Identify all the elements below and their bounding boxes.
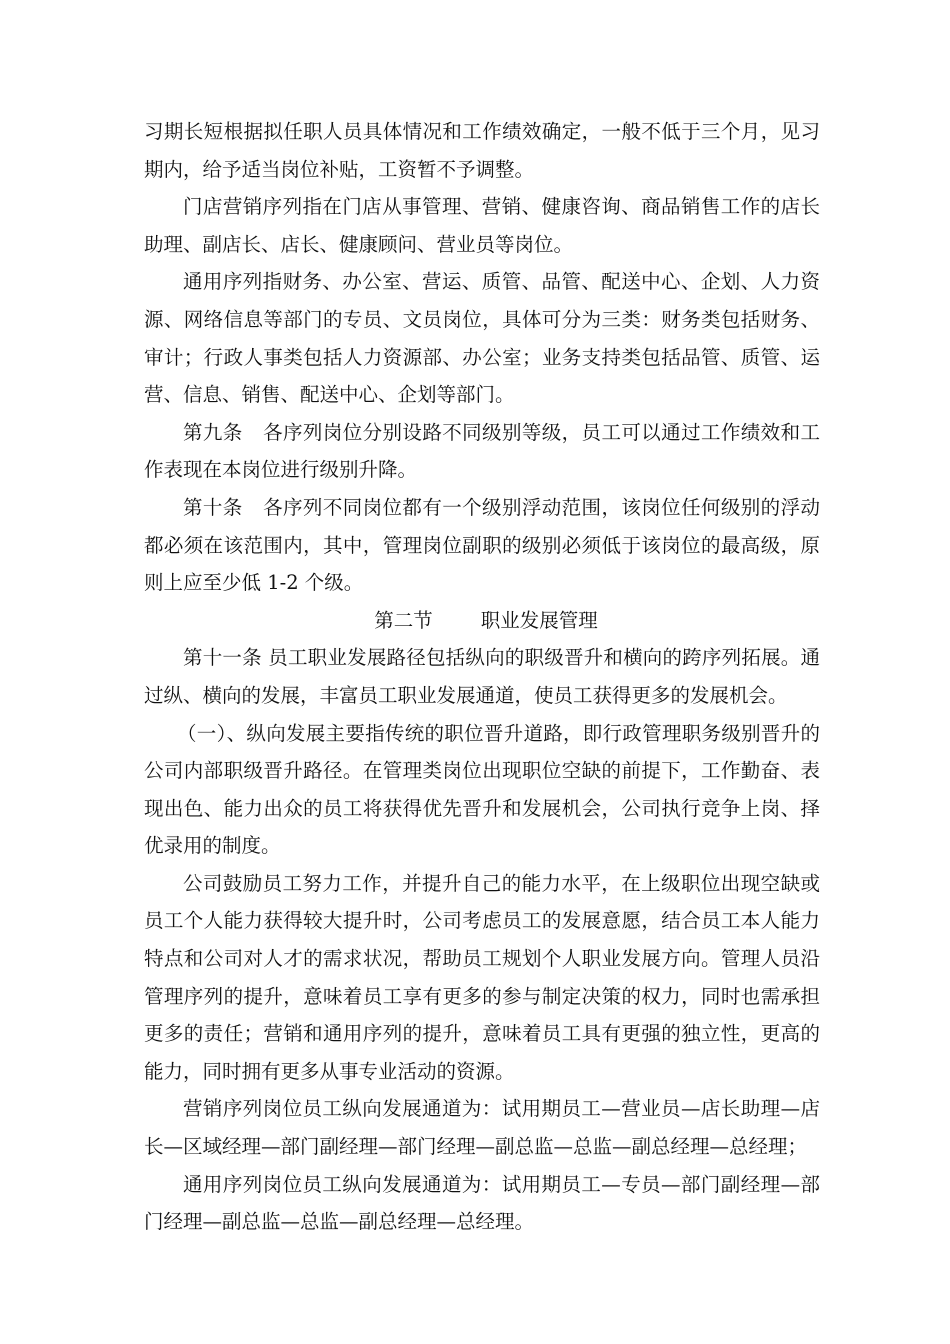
paragraph-article-11: 第十一条 员工职业发展路径包括纵向的职级晋升和横向的跨序列拓展。通过纵、横向的发展，丰富员工职业发展通道，使员工获得更多的发展机会。 <box>144 646 820 707</box>
paragraph-company-encourages: 公司鼓励员工努力工作，并提升自己的能力水平，在上级职位出现空缺或员工个人能力获得较大提升时，公司考虑员工的发展意愿，结合员工本人能力特点和公司对人才的需求状况，帮助员工规划个人职业发展方向。管理人员沿管理序列的提升，意味着员工享有更多的参与制定决策的权力，同时也需承担更多的责任；营销和通用序列的提升，意味着员工具有更强的独立性，更高的能力，同时拥有更多从事专业活动的资源。 <box>144 871 820 1083</box>
paragraph-marketing-path: 营销序列岗位员工纵向发展通道为：试用期员工—营业员—店长助理—店长—区域经理—部门副经理—部门经理—副总监—总监—副总经理—总经理； <box>144 1097 820 1159</box>
paragraph-general-sequence: 通用序列指财务、办公室、营运、质管、品管、配送中心、企划、人力资源、网络信息等部门的专员、文员岗位，具体可分为三类：财务类包括财务、审计；行政人事类包括人力资源部、办公室；业务支持类包括品管、质管、运营、信息、销售、配送中心、企划等部门。 <box>144 270 820 407</box>
article-9-text: 各序列岗位分别设路不同级别等级，员工可以通过工作绩效和工作表现在本岗位进行级别升降。 <box>144 420 820 482</box>
paragraph-article-10 <box>144 489 820 602</box>
section-title: 职业发展管理 <box>480 608 598 632</box>
article-9-label: 第九条 <box>183 420 243 444</box>
section-heading <box>144 602 820 640</box>
paragraph-vertical-development: （一）、纵向发展主要指传统的职位晋升道路，即行政管理职务级别晋升的公司内部职级晋升路径。在管理类岗位出现职位空缺的前提下，工作勤奋、表现出色、能力出众的员工将获得优先晋升和发展机会，公司执行竞争上岗、择优录用的制度。 <box>144 721 820 858</box>
paragraph-store-marketing-sequence: 门店营销序列指在门店从事管理、营销、健康咨询、商品销售工作的店长助理、副店长、店长、健康顾问、营业员等岗位。 <box>144 195 820 256</box>
article-10-label: 第十条 <box>183 495 243 519</box>
section-number: 第二节 <box>374 608 433 632</box>
article-10-text: 各序列不同岗位都有一个级别浮动范围，该岗位任何级别的浮动都必须在该范围内，其中，管理岗位副职的级别必须低于该岗位的最高级，原则上应至少低 1-2 个级。 <box>144 495 820 595</box>
paragraph-article-9 <box>144 414 820 489</box>
paragraph-probation-period: 习期长短根据拟任职人员具体情况和工作绩效确定，一般不低于三个月，见习期内，给予适当岗位补贴，工资暂不予调整。 <box>144 120 820 181</box>
paragraph-general-path: 通用序列岗位员工纵向发展通道为：试用期员工—专员—部门副经理—部门经理—副总监—总监—副总经理—总经理。 <box>144 1172 820 1234</box>
document-body <box>144 113 820 1241</box>
